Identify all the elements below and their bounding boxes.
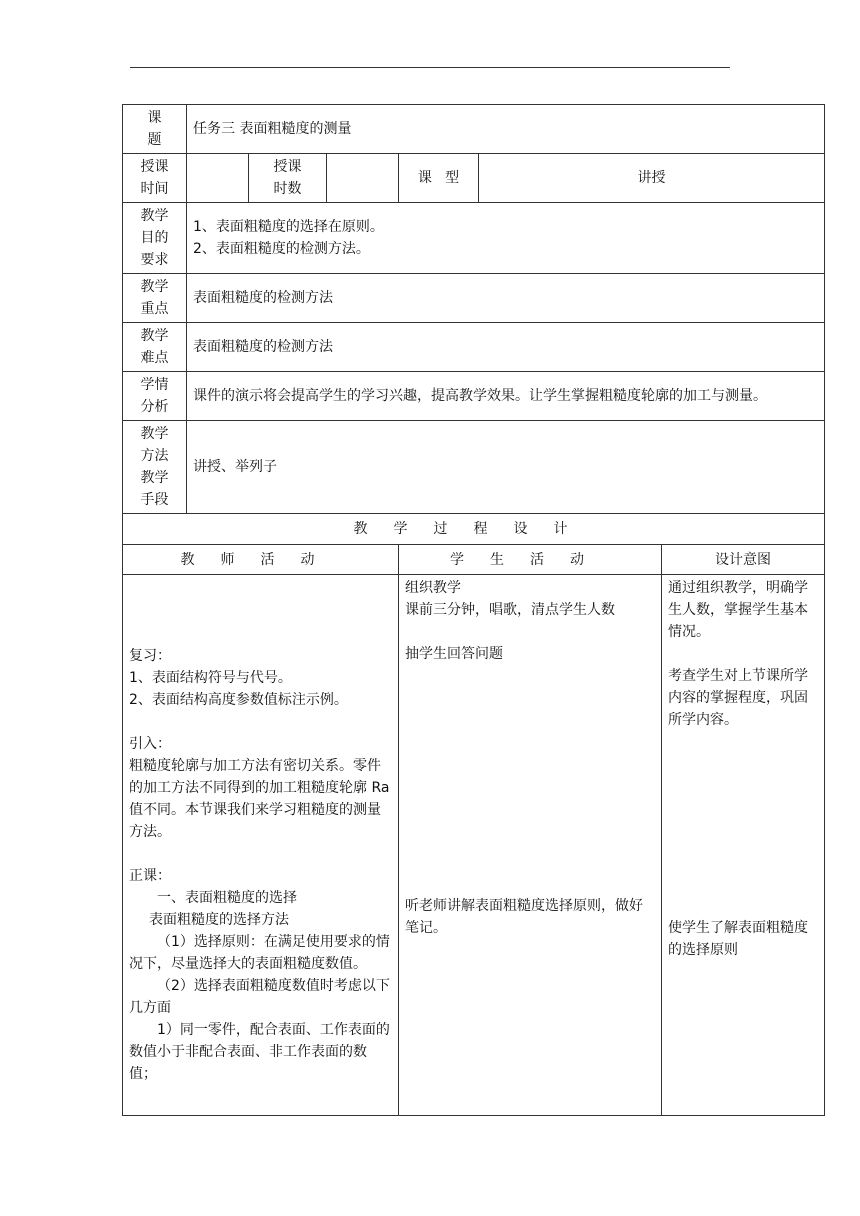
row-goals: [123, 203, 825, 274]
methods-label: 教学 方法 教学 手段: [123, 421, 187, 514]
goals-label: 教学 目的 要求: [123, 203, 187, 274]
topic-value: 任务三 表面粗糙度的测量: [187, 105, 825, 154]
goal-item: 2、表面粗糙度的检测方法。: [193, 241, 370, 257]
goals-content: [187, 203, 825, 274]
row-difficulties: [123, 323, 825, 372]
section-subheading: 表面粗糙度的选择方法: [149, 912, 289, 928]
row-column-headers: [123, 545, 825, 575]
type-value: 讲授: [479, 154, 825, 203]
intent-review: 考查学生对上节课所学内容的掌握程度，巩固所学内容。: [668, 668, 808, 728]
process-title: 教学过程设计: [123, 514, 825, 545]
student-activity-cell: [399, 575, 662, 1116]
intro-title: 引入：: [129, 736, 171, 752]
header-rule: [130, 67, 730, 68]
row-key-points: [123, 274, 825, 323]
row-analysis: [123, 372, 825, 421]
row-time: [123, 154, 825, 203]
intent-org: 通过组织教学，明确学生人数，掌握学生基本情况。: [668, 580, 808, 640]
student-listen: 听老师讲解表面粗糙度选择原则，做好笔记。: [405, 898, 643, 936]
intent-principle: 使学生了解表面粗糙度的选择原则: [668, 920, 808, 958]
difficulties-label: 教学 难点: [123, 323, 187, 372]
row-methods: [123, 421, 825, 514]
type-label: 课 型: [399, 154, 479, 203]
design-intent-cell: [662, 575, 825, 1116]
student-ask: 抽学生回答问题: [405, 646, 503, 662]
lesson-plan-table: [122, 104, 825, 1116]
review-title: 复习：: [129, 648, 171, 664]
methods-value: 讲授、举列子: [187, 421, 825, 514]
teacher-activity-header: 教师活动: [123, 545, 399, 575]
student-pre: 课前三分钟，唱歌，清点学生人数: [405, 602, 615, 618]
hours-value: [327, 154, 399, 203]
principle-item: （1）选择原则：在满足使用要求的情况下，尽量选择大的表面粗糙度数值。: [129, 934, 390, 972]
hours-label: 授课 时数: [249, 154, 327, 203]
review-item: 2、表面结构高度参数值标注示例。: [129, 692, 348, 708]
review-item: 1、表面结构符号与代号。: [129, 670, 292, 686]
design-intent-header: 设计意图: [662, 545, 825, 575]
analysis-value: 课件的演示将会提高学生的学习兴趣，提高教学效果。让学生掌握粗糙度轮廓的加工与测量。: [187, 372, 825, 421]
topic-label: 课 题: [123, 105, 187, 154]
consideration-subitem: 1）同一零件，配合表面、工作表面的数值小于非配合表面、非工作表面的数值；: [129, 1022, 390, 1082]
key-points-value: 表面粗糙度的检测方法: [187, 274, 825, 323]
student-activity-header: 学生活动: [399, 545, 662, 575]
main-title: 正课：: [129, 868, 171, 884]
time-label: 授课 时间: [123, 154, 187, 203]
row-topic: [123, 105, 825, 154]
row-process-body: [123, 575, 825, 1116]
teacher-activity-cell: [123, 575, 399, 1116]
intro-text: 粗糙度轮廓与加工方法有密切关系。零件的加工方法不同得到的加工粗糙度轮廓 Ra 值不同。本节课我们来学习粗糙度的测量方法。: [129, 758, 390, 840]
goal-item: 1、表面粗糙度的选择在原则。: [193, 219, 384, 235]
student-org: 组织教学: [405, 580, 461, 596]
analysis-label: 学情 分析: [123, 372, 187, 421]
consideration-item: （2）选择表面粗糙度数值时考虑以下几方面: [129, 978, 390, 1016]
key-points-label: 教学 重点: [123, 274, 187, 323]
row-process-title: [123, 514, 825, 545]
difficulties-value: 表面粗糙度的检测方法: [187, 323, 825, 372]
time-value: [187, 154, 249, 203]
section-heading: 一、表面粗糙度的选择: [157, 890, 297, 906]
